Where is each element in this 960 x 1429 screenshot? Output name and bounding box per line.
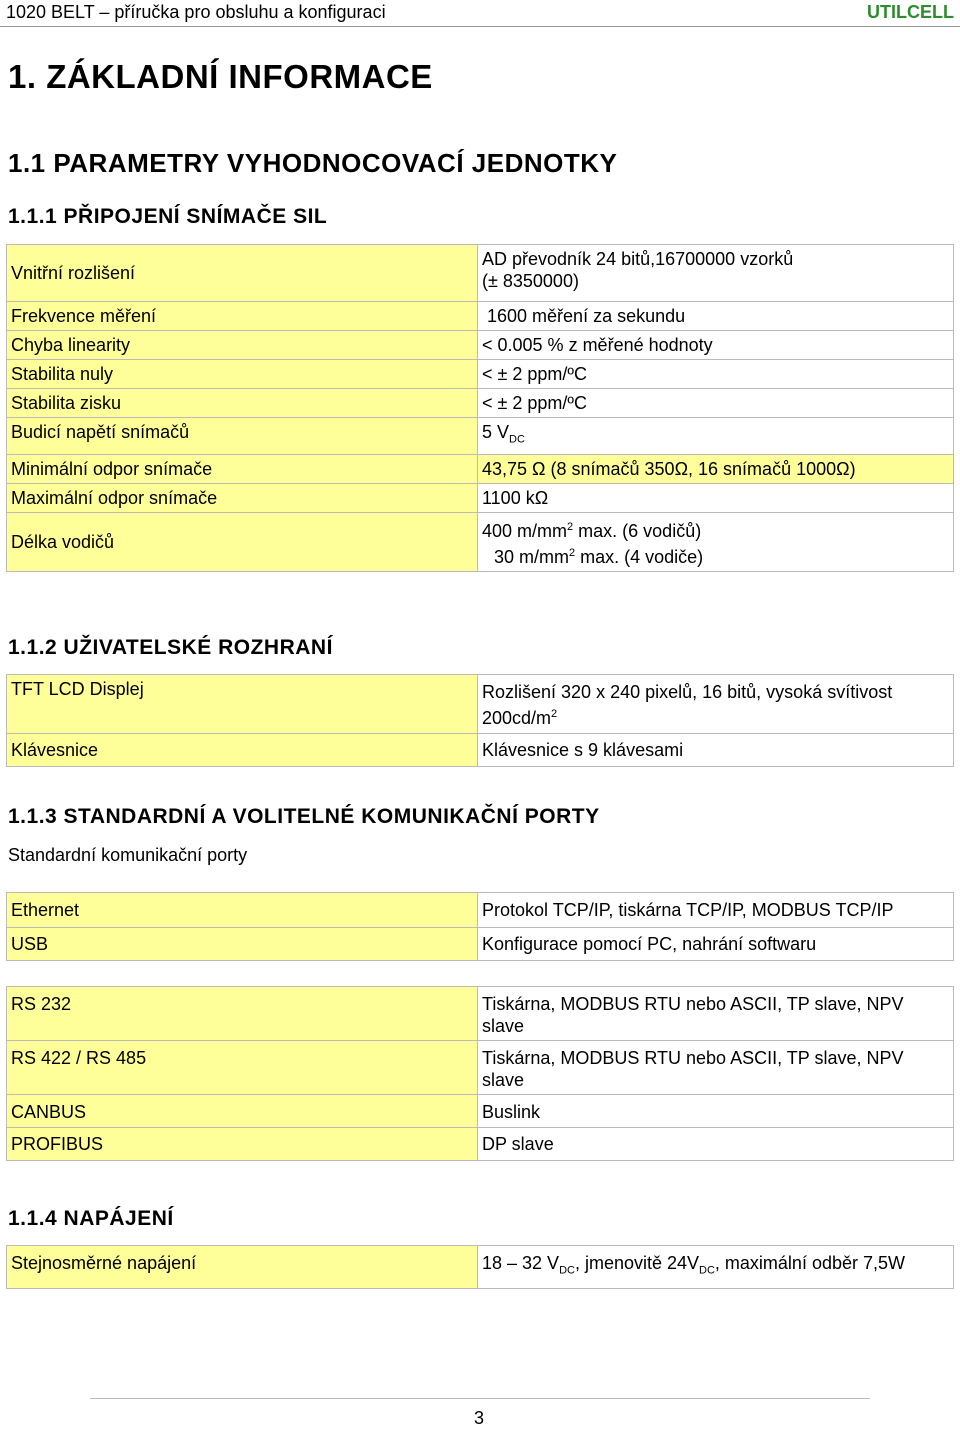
chapter-heading: 1. ZÁKLADNÍ INFORMACE (8, 58, 433, 95)
param-value: 1600 měření za sekundu (478, 302, 954, 331)
brand-logo: UTILCELL (867, 2, 954, 22)
param-name: Frekvence měření (7, 302, 478, 331)
power-table (6, 1245, 954, 1289)
param-value: Klávesnice s 9 klávesami (478, 734, 954, 767)
value-superscript: 2 (567, 520, 574, 533)
subsection-heading-ports: 1.1.3 STANDARDNÍ A VOLITELNÉ KOMUNIKAČNÍ PORTY (8, 805, 600, 828)
param-name: Chyba linearity (7, 331, 478, 360)
table-row (7, 454, 954, 483)
value-text: max. (4 vodiče) (575, 546, 704, 567)
table-row (7, 1246, 954, 1289)
param-value (478, 418, 954, 455)
optional-ports-table (6, 986, 954, 1161)
footer-divider (90, 1398, 870, 1399)
document-title: 1020 BELT – příručka pro obsluhu a konfiguraci (6, 2, 386, 22)
param-name: Délka vodičů (7, 512, 478, 571)
value-text: 5 V (482, 422, 510, 442)
param-value-line: AD převodník 24 bitů,16700000 vzorků (482, 249, 794, 269)
port-description: DP slave (478, 1128, 954, 1161)
value-subscript: DC (699, 1264, 715, 1277)
table-row (7, 418, 954, 455)
param-name: Klávesnice (7, 734, 478, 767)
table-row (7, 360, 954, 389)
param-name: Budicí napětí snímačů (7, 418, 478, 455)
table-row (7, 389, 954, 418)
param-value: < ± 2 ppm/ºC (478, 389, 954, 418)
port-name: Ethernet (7, 893, 478, 928)
param-value (478, 512, 954, 571)
value-text: 18 – 32 V (482, 1253, 560, 1273)
port-name: PROFIBUS (7, 1128, 478, 1161)
table-row (7, 675, 954, 734)
sensor-params-table (6, 244, 954, 572)
page-number: 3 (474, 1408, 485, 1428)
param-value-line (482, 542, 949, 568)
table-row (7, 245, 954, 302)
param-name: Maximální odpor snímače (7, 483, 478, 512)
port-name: RS 422 / RS 485 (7, 1041, 478, 1095)
port-name: CANBUS (7, 1095, 478, 1128)
port-name: USB (7, 928, 478, 961)
table-row (7, 1041, 954, 1095)
value-text: 30 m/mm (494, 546, 570, 567)
table-row (7, 928, 954, 961)
power-value (478, 1246, 954, 1289)
table-row (7, 512, 954, 571)
value-text: , maximální odběr 7,5W (714, 1253, 905, 1273)
value-text: 400 m/mm (482, 520, 568, 541)
param-name: TFT LCD Displej (7, 675, 478, 734)
ports-subtitle: Standardní komunikační porty (8, 845, 248, 865)
subsection-heading-power: 1.1.4 NAPÁJENÍ (8, 1207, 174, 1230)
table-row (7, 893, 954, 928)
param-value-line: (± 8350000) (482, 271, 579, 291)
value-subscript: DC (559, 1264, 575, 1277)
param-name: Stabilita zisku (7, 389, 478, 418)
param-value (478, 245, 954, 302)
param-value: < ± 2 ppm/ºC (478, 360, 954, 389)
section-heading: 1.1 PARAMETRY VYHODNOCOVACÍ JEDNOTKY (8, 148, 618, 178)
value-superscript: 2 (569, 546, 576, 559)
table-row (7, 1095, 954, 1128)
param-value: 43,75 Ω (8 snímačů 350Ω, 16 snímačů 1000Ω) (478, 454, 954, 483)
table-row (7, 987, 954, 1041)
param-value: < 0.005 % z měřené hodnoty (478, 331, 954, 360)
port-description: Tiskárna, MODBUS RTU nebo ASCII, TP slave, NPV slave (478, 1041, 954, 1095)
table-row (7, 331, 954, 360)
port-description: Konfigurace pomocí PC, nahrání softwaru (478, 928, 954, 961)
port-description: Tiskárna, MODBUS RTU nebo ASCII, TP slave, NPV slave (478, 987, 954, 1041)
value-text: max. (6 vodičů) (573, 520, 702, 541)
page-header (0, 0, 960, 27)
param-value (478, 675, 954, 734)
param-name: Stabilita nuly (7, 360, 478, 389)
table-row (7, 483, 954, 512)
subsection-heading-sensor: 1.1.1 PŘIPOJENÍ SNÍMAČE SIL (8, 205, 328, 228)
param-value: 1100 kΩ (478, 483, 954, 512)
power-name: Stejnosměrné napájení (7, 1246, 478, 1289)
value-text: Rozlišení 320 x 240 pixelů, 16 bitů, vysoká svítivost 200cd/m (482, 682, 893, 728)
param-name: Vnitřní rozlišení (7, 245, 478, 302)
value-subscript: DC (509, 433, 525, 446)
subsection-heading-ui: 1.1.2 UŽIVATELSKÉ ROZHRANÍ (8, 636, 333, 659)
param-value-line (482, 516, 949, 542)
table-row (7, 1128, 954, 1161)
value-text: , jmenovitě 24V (574, 1253, 700, 1273)
port-name: RS 232 (7, 987, 478, 1041)
port-description: Buslink (478, 1095, 954, 1128)
value-superscript: 2 (551, 708, 558, 720)
standard-ports-table (6, 892, 954, 961)
param-name: Minimální odpor snímače (7, 454, 478, 483)
table-row (7, 302, 954, 331)
ui-table (6, 674, 954, 767)
table-row (7, 734, 954, 767)
port-description: Protokol TCP/IP, tiskárna TCP/IP, MODBUS TCP/IP (478, 893, 954, 928)
